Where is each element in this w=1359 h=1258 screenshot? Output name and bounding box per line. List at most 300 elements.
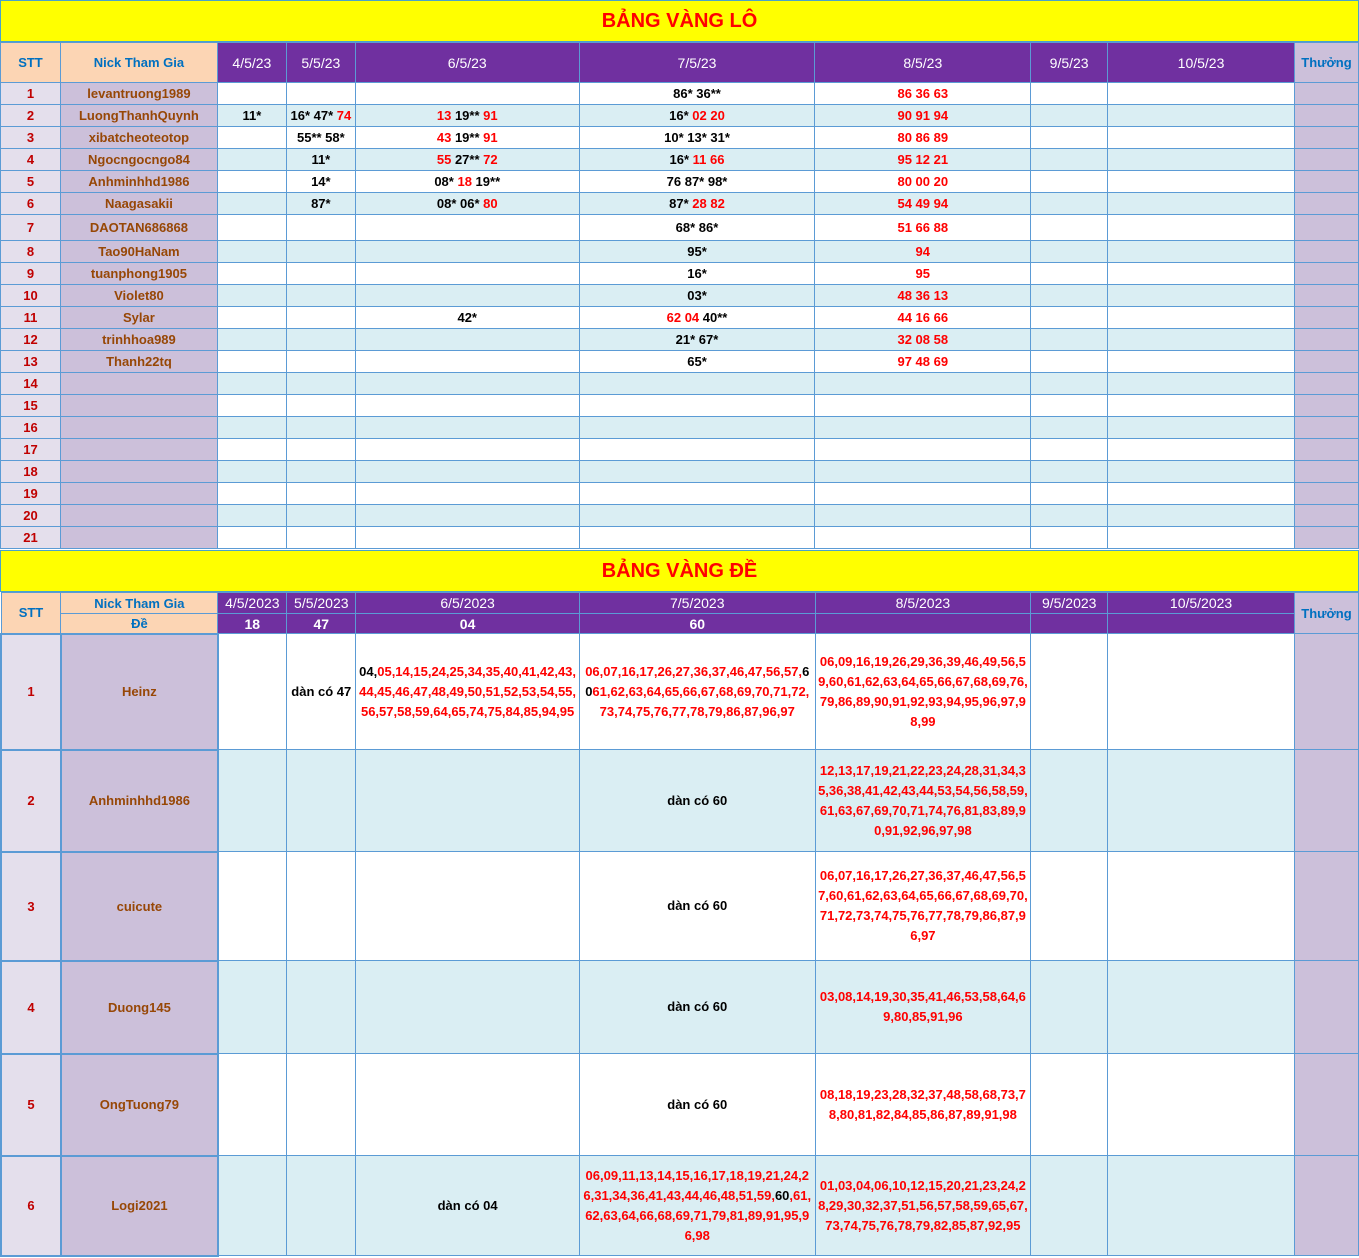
header-result: 60: [579, 614, 815, 634]
header-date: 8/5/23: [815, 43, 1031, 83]
row-cell: [1031, 961, 1108, 1054]
row-cell: [1031, 1156, 1108, 1256]
cell-value: 11*: [311, 152, 331, 167]
row-thuong: [1294, 351, 1358, 373]
row-cell: [1108, 263, 1295, 285]
lo-table-row: [1, 439, 1359, 461]
row-stt: 18: [1, 461, 61, 483]
lo-table-row: [1, 417, 1359, 439]
row-cell: [1031, 83, 1108, 105]
row-stt: 16: [1, 417, 61, 439]
row-cell: [355, 105, 579, 127]
cell-value: dàn có 60: [667, 898, 728, 913]
row-cell: [355, 505, 579, 527]
row-nick: levantruong1989: [60, 83, 217, 105]
row-cell: [1108, 1054, 1295, 1156]
cell-value: 80 00 20: [897, 174, 949, 189]
de-result-row: [1, 614, 1359, 634]
row-cell: [1031, 307, 1108, 329]
lo-table-row: [1, 149, 1359, 171]
row-cell: [1108, 193, 1295, 215]
cell-value: 80 86 89: [897, 130, 949, 145]
cell-value: 43: [436, 130, 452, 145]
cell-value: 16* 47*: [290, 108, 337, 123]
row-thuong: [1294, 127, 1358, 149]
row-stt: 6: [1, 1156, 61, 1256]
row-cell: [1031, 263, 1108, 285]
row-cell: [218, 1156, 287, 1256]
lo-table-row: [1, 395, 1359, 417]
cell-value: 03,08,14,19,30,35,41,46,53,58,64,69,80,85,91,96: [819, 989, 1026, 1024]
row-cell: [217, 307, 286, 329]
row-cell: [579, 193, 815, 215]
header-thuong: Thưởng: [1294, 43, 1358, 83]
row-cell: [815, 373, 1031, 395]
row-cell: [815, 215, 1031, 241]
row-cell: [355, 417, 579, 439]
cell-value: 16*: [669, 152, 693, 167]
lo-table-row: [1, 83, 1359, 105]
row-thuong: [1294, 1156, 1358, 1256]
row-cell: [1031, 527, 1108, 549]
row-cell: [579, 149, 815, 171]
row-cell: [355, 307, 579, 329]
row-cell: [1031, 351, 1108, 373]
de-header-row: [1, 593, 1359, 614]
de-table-row: [1, 634, 1359, 750]
row-cell: [1031, 373, 1108, 395]
row-cell: [579, 373, 815, 395]
cell-value: 40**: [699, 310, 728, 325]
de-table: [0, 592, 1359, 1257]
row-cell: [579, 634, 815, 750]
row-thuong: [1294, 527, 1358, 549]
row-nick: OngTuong79: [61, 1054, 218, 1156]
row-cell: [356, 961, 580, 1054]
row-stt: 13: [1, 351, 61, 373]
row-stt: 21: [1, 527, 61, 549]
row-cell: [815, 439, 1031, 461]
row-nick: cuicute: [61, 852, 218, 961]
cell-value: 91: [483, 130, 498, 145]
row-cell: [1031, 750, 1108, 852]
header-date: 10/5/23: [1108, 43, 1295, 83]
row-nick: DAOTAN686868: [60, 215, 217, 241]
cell-value: dàn có 60: [667, 999, 728, 1014]
cell-value: 87*: [669, 196, 693, 211]
row-cell: [287, 1054, 356, 1156]
row-cell: [286, 373, 355, 395]
row-stt: 14: [1, 373, 61, 395]
row-cell: [579, 127, 815, 149]
row-cell: [815, 83, 1031, 105]
row-thuong: [1294, 373, 1358, 395]
row-nick: [60, 483, 217, 505]
row-cell: [1108, 127, 1295, 149]
cell-value: 11*: [242, 108, 262, 123]
row-stt: 17: [1, 439, 61, 461]
row-cell: [815, 852, 1031, 961]
row-thuong: [1294, 417, 1358, 439]
row-stt: 12: [1, 329, 61, 351]
row-cell: [286, 351, 355, 373]
lo-header-row: [1, 43, 1359, 83]
cell-value: 18: [457, 174, 472, 189]
row-cell: [217, 395, 286, 417]
row-cell: [1031, 634, 1108, 750]
row-cell: [815, 483, 1031, 505]
row-nick: [60, 373, 217, 395]
row-nick: Duong145: [61, 961, 218, 1054]
header-date: 10/5/2023: [1108, 593, 1295, 614]
row-cell: [579, 263, 815, 285]
cell-value: 08* 06*: [436, 196, 484, 211]
row-thuong: [1294, 149, 1358, 171]
row-cell: [287, 750, 356, 852]
row-stt: 6: [1, 193, 61, 215]
header-nick: Nick Tham Gia: [60, 43, 217, 83]
row-nick: Heinz: [61, 634, 218, 750]
row-cell: [1108, 373, 1295, 395]
row-nick: xibatcheoteotop: [60, 127, 217, 149]
lo-table-row: [1, 505, 1359, 527]
header-result: [815, 614, 1031, 634]
row-cell: [286, 263, 355, 285]
header-date: 6/5/2023: [356, 593, 580, 614]
row-thuong: [1294, 307, 1358, 329]
cell-value: 05,14,15,24,25,34,35,40,41,42,43,44,45,46,47,48,49,50,51,52,53,54,55,56,57,58,59,64,65,74,75,84,85,94,95: [359, 663, 577, 719]
row-cell: [286, 127, 355, 149]
row-nick: [60, 439, 217, 461]
row-stt: 19: [1, 483, 61, 505]
row-stt: 1: [1, 83, 61, 105]
row-cell: [1031, 417, 1108, 439]
row-cell: [217, 439, 286, 461]
row-cell: [1108, 241, 1295, 263]
row-cell: [579, 483, 815, 505]
cell-value: 01,03,04,06,10,12,15,20,21,23,24,28,29,30,32,37,51,56,57,58,59,65,67,73,74,75,76,78,79,82,85,87,92,95: [818, 1177, 1028, 1233]
row-stt: 9: [1, 263, 61, 285]
row-stt: 10: [1, 285, 61, 307]
row-nick: Logi2021: [61, 1156, 218, 1256]
row-cell: [815, 351, 1031, 373]
cell-value: 68* 86*: [675, 220, 719, 235]
row-stt: 4: [1, 961, 61, 1054]
cell-value: 55** 58*: [296, 130, 345, 145]
row-cell: [286, 417, 355, 439]
row-cell: [356, 750, 580, 852]
row-cell: [1108, 527, 1295, 549]
row-cell: [355, 439, 579, 461]
cell-value: 86* 36**: [673, 86, 721, 101]
row-cell: [1031, 461, 1108, 483]
lo-table-row: [1, 105, 1359, 127]
lo-table-row: [1, 171, 1359, 193]
row-cell: [355, 527, 579, 549]
cell-value: 04,: [359, 663, 378, 679]
row-nick: Ngocngocngo84: [60, 149, 217, 171]
row-cell: [1108, 852, 1295, 961]
cell-value: 06,07,16,17,26,27,36,37,46,47,56,57,60,61,62,63,64,65,66,67,68,69,70,71,72,73,74,75,76,77,78,79,86,87,96,97: [818, 868, 1028, 943]
row-cell: [815, 961, 1031, 1054]
row-nick: Thanh22tq: [60, 351, 217, 373]
row-cell: [1031, 241, 1108, 263]
cell-value: 13: [436, 108, 452, 123]
row-nick: [60, 527, 217, 549]
row-cell: [355, 193, 579, 215]
cell-value: 03*: [687, 288, 707, 303]
row-cell: [286, 285, 355, 307]
cell-value: 32 08 58: [897, 332, 949, 347]
row-thuong: [1294, 171, 1358, 193]
row-thuong: [1294, 285, 1358, 307]
row-thuong: [1294, 193, 1358, 215]
header-date: 6/5/23: [355, 43, 579, 83]
row-cell: [355, 351, 579, 373]
row-cell: [217, 483, 286, 505]
row-stt: 3: [1, 852, 61, 961]
row-cell: [1108, 395, 1295, 417]
row-cell: [217, 461, 286, 483]
row-cell: [579, 395, 815, 417]
row-cell: [579, 961, 815, 1054]
row-thuong: [1294, 241, 1358, 263]
row-cell: [356, 634, 580, 750]
lo-table-row: [1, 461, 1359, 483]
row-nick: Anhminhhd1986: [61, 750, 218, 852]
row-cell: [217, 215, 286, 241]
row-cell: [1031, 329, 1108, 351]
row-stt: 1: [1, 634, 61, 750]
de-table-row: [1, 961, 1359, 1054]
row-nick: LuongThanhQuynh: [60, 105, 217, 127]
cell-value: 27**: [451, 152, 484, 167]
row-cell: [579, 329, 815, 351]
row-thuong: [1294, 215, 1358, 241]
row-cell: [218, 852, 287, 961]
cell-value: 86 36 63: [897, 86, 949, 101]
row-cell: [579, 285, 815, 307]
row-cell: [1031, 127, 1108, 149]
row-cell: [579, 527, 815, 549]
row-cell: [1031, 1054, 1108, 1156]
row-thuong: [1294, 83, 1358, 105]
lo-table-row: [1, 241, 1359, 263]
row-cell: [1108, 750, 1295, 852]
row-nick: Tao90HaNam: [60, 241, 217, 263]
row-cell: [1108, 505, 1295, 527]
row-cell: [355, 395, 579, 417]
cell-value: 95 12 21: [897, 152, 949, 167]
row-nick: [60, 505, 217, 527]
header-result: [1108, 614, 1295, 634]
row-cell: [355, 241, 579, 263]
row-cell: [1031, 215, 1108, 241]
row-stt: 3: [1, 127, 61, 149]
row-cell: [217, 83, 286, 105]
row-cell: [286, 395, 355, 417]
cell-value: dàn có 04: [437, 1197, 498, 1213]
row-cell: [1031, 149, 1108, 171]
cell-value: 19**: [451, 108, 484, 123]
row-cell: [579, 417, 815, 439]
row-thuong: [1294, 750, 1358, 852]
cell-value: 21* 67*: [675, 332, 719, 347]
row-thuong: [1294, 105, 1358, 127]
row-cell: [815, 505, 1031, 527]
row-thuong: [1294, 395, 1358, 417]
row-cell: [579, 351, 815, 373]
row-cell: [287, 634, 356, 750]
row-cell: [355, 373, 579, 395]
row-cell: [356, 852, 580, 961]
row-stt: 11: [1, 307, 61, 329]
cell-value: 91: [483, 108, 498, 123]
row-cell: [1108, 83, 1295, 105]
cell-value: dàn có 47: [291, 683, 352, 699]
cell-value: 12,13,17,19,21,22,23,24,28,31,34,35,36,38,41,42,43,44,53,54,56,58,59,61,63,67,69,70,71,74,76,81,83,89,90,91,92,96,97,98: [818, 762, 1028, 838]
row-stt: 5: [1, 1054, 61, 1156]
row-cell: [286, 307, 355, 329]
lo-table-row: [1, 215, 1359, 241]
row-cell: [217, 351, 286, 373]
lo-table-row: [1, 127, 1359, 149]
cell-value: 16*: [669, 108, 693, 123]
row-cell: [286, 527, 355, 549]
row-cell: [218, 634, 287, 750]
lo-table-row: [1, 483, 1359, 505]
row-cell: [355, 127, 579, 149]
row-cell: [815, 634, 1031, 750]
cell-value: 60: [774, 1187, 790, 1203]
header-result: 04: [356, 614, 580, 634]
row-cell: [287, 1156, 356, 1256]
row-cell: [1108, 1156, 1295, 1256]
row-cell: [217, 241, 286, 263]
row-cell: [1031, 105, 1108, 127]
row-cell: [1031, 852, 1108, 961]
cell-value: 48 36 13: [897, 288, 949, 303]
row-cell: [1031, 171, 1108, 193]
row-cell: [355, 285, 579, 307]
row-cell: [217, 373, 286, 395]
row-cell: [286, 483, 355, 505]
de-table-row: [1, 750, 1359, 852]
row-cell: [286, 83, 355, 105]
de-table-row: [1, 1156, 1359, 1256]
row-cell: [815, 1054, 1031, 1156]
row-thuong: [1294, 483, 1358, 505]
row-cell: [217, 149, 286, 171]
row-thuong: [1294, 634, 1358, 750]
row-nick: trinhhoa989: [60, 329, 217, 351]
row-cell: [286, 149, 355, 171]
lo-table-row: [1, 285, 1359, 307]
row-cell: [218, 961, 287, 1054]
row-cell: [286, 193, 355, 215]
row-cell: [218, 750, 287, 852]
row-cell: [1108, 439, 1295, 461]
row-cell: [286, 105, 355, 127]
row-cell: [815, 1156, 1031, 1256]
lo-table-row: [1, 307, 1359, 329]
row-cell: [286, 215, 355, 241]
row-cell: [286, 461, 355, 483]
cell-value: 10* 13* 31*: [664, 130, 730, 145]
cell-value: 19**: [451, 130, 484, 145]
row-stt: 5: [1, 171, 61, 193]
row-stt: 2: [1, 105, 61, 127]
header-date: 8/5/2023: [815, 593, 1031, 614]
row-cell: [217, 171, 286, 193]
row-cell: [355, 83, 579, 105]
row-cell: [217, 329, 286, 351]
cell-value: 65*: [687, 354, 707, 369]
header-thuong: Thưởng: [1294, 593, 1358, 634]
row-cell: [286, 171, 355, 193]
row-cell: [1108, 285, 1295, 307]
header-result: [1031, 614, 1108, 634]
row-cell: [355, 149, 579, 171]
cell-value: 06,09,11,13,14,15,16,17,18,19,21,24,26,31,34,36,41,43,44,46,48,51,59,: [583, 1167, 809, 1203]
row-cell: [1108, 483, 1295, 505]
row-cell: [217, 127, 286, 149]
row-cell: [217, 193, 286, 215]
cell-value: 74: [336, 108, 352, 123]
row-thuong: [1294, 505, 1358, 527]
row-cell: [1108, 961, 1295, 1054]
row-cell: [1108, 417, 1295, 439]
cell-value: dàn có 60: [667, 792, 728, 808]
row-thuong: [1294, 961, 1358, 1054]
header-date: 7/5/2023: [579, 593, 815, 614]
row-cell: [1108, 215, 1295, 241]
cell-value: 19**: [471, 174, 501, 189]
cell-value: 87*: [311, 196, 331, 211]
row-cell: [579, 505, 815, 527]
row-cell: [355, 461, 579, 483]
cell-value: 76 87* 98*: [666, 174, 728, 189]
row-cell: [815, 193, 1031, 215]
row-cell: [579, 461, 815, 483]
row-stt: 4: [1, 149, 61, 171]
row-cell: [815, 127, 1031, 149]
cell-value: 62 04: [666, 310, 700, 325]
row-nick: [60, 417, 217, 439]
row-cell: [1031, 285, 1108, 307]
cell-value: 44 16 66: [897, 310, 949, 325]
header-stt: STT: [1, 43, 61, 83]
cell-value: 61,62,63,64,65,66,67,68,69,70,71,72,73,74,75,76,77,78,79,86,87,96,97: [592, 683, 810, 719]
cell-value: 60: [585, 663, 810, 699]
row-stt: 7: [1, 215, 61, 241]
header-result: 47: [287, 614, 356, 634]
row-cell: [815, 285, 1031, 307]
row-cell: [815, 527, 1031, 549]
row-cell: [579, 171, 815, 193]
header-result: 18: [218, 614, 287, 634]
row-cell: [579, 1054, 815, 1156]
cell-value: 54 49 94: [897, 196, 949, 211]
row-cell: [815, 329, 1031, 351]
row-cell: [355, 263, 579, 285]
header-date: 4/5/2023: [218, 593, 287, 614]
cell-value: 95: [915, 266, 931, 281]
row-cell: [815, 461, 1031, 483]
cell-value: 28 82: [692, 196, 725, 211]
row-cell: [1031, 193, 1108, 215]
cell-value: 06,09,16,19,26,29,36,39,46,49,56,59,60,61,62,63,64,65,66,67,68,69,76,79,86,89,90,91,92,93,94,95,96,97,98,99: [818, 653, 1028, 729]
